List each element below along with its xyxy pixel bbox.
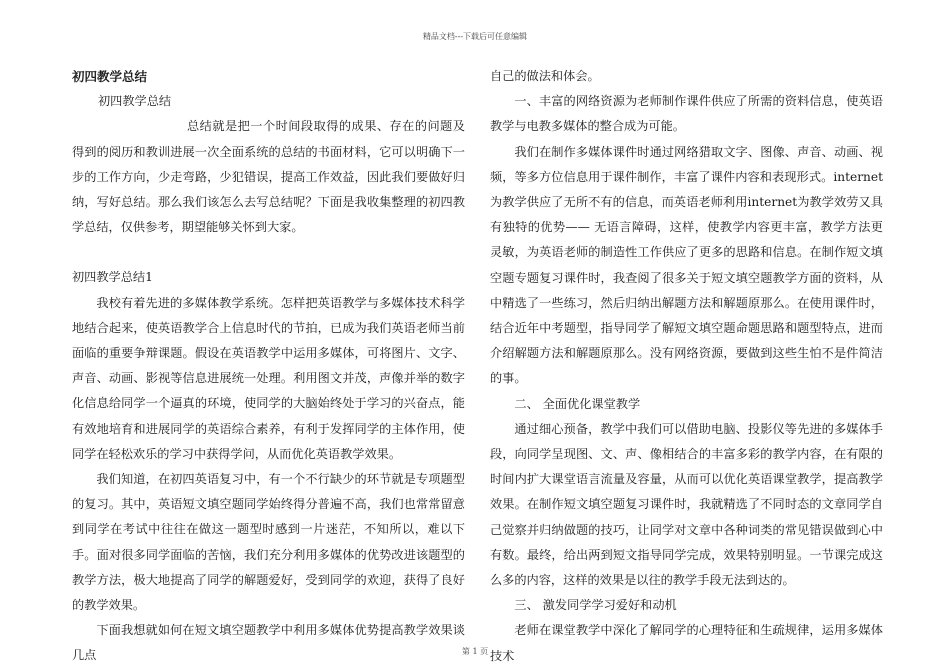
section-heading-2: 二、 全面优化课堂教学 [514, 396, 641, 411]
right-paragraph-2: 通过细心预备，教学中我们可以借助电脑、投影仪等先进的多媒体手段，向同学呈现图、文、声、像相结合的丰富多彩的教学内容，在有限的时间内扩大课堂语言流量及容量，从而可以优化英语课堂教学，提高教学效果。在制作短文填空题复习课件时，我就精选了不同时态的文章同学自己觉察并归纳做题的技巧，让同学对文章中各种词类的常见错误做到心中有数。最终，给出两到短文指导同学完成，效果特别明显。一节课完成这么多的内容，这样的效果是以往的教学手段无法到达的。 [490, 421, 883, 588]
document-title: 初四教学总结 [72, 69, 148, 84]
body-paragraph-3: 下面我想就如何在短文填空题教学中利用多媒体优势提高教学效果谈几点 [72, 623, 465, 663]
right-paragraph-1: 我们在制作多媒体课件时通过网络猎取文字、图像、声音、动画、视频，等多方位信息用于课件制作，丰富了课件内容和表现形式。internet为教学供应了无所不有的信息，而英语老师利用internet为教学效劳又具有独特的优势—— 无语言障碍，这样，使教学内容更丰富，教学方法更灵敏，为英语老师的制造性工作供应了更多的思路和信息。在制作短文填空题专题复习课件时，我查阅了很多关于短文填空题教学方面的资料，从中精选了一些练习，然后归纳出解题方法和解题原那么。在使用课件时，结合近年中考题型，指导同学了解短文填空题命题思路和题型特点，进而介绍解题方法和解题原那么。没有网络资源，要做到这些生怕不是件简洁的事。 [490, 144, 883, 386]
continuation-paragraph: 自己的做法和体会。 [490, 69, 600, 83]
section-heading-1: 一、丰富的网络资源为老师制作课件供应了所需的资料信息，使英语教学与电教多媒体的整合成为可能。 [490, 94, 883, 134]
body-paragraph-1: 我校有着先进的多媒体教学系统。怎样把英语教学与多媒体技术科学地结合起来，使英语教学合上信息时代的节拍，已成为我们英语老师当前面临的重要争辩课题。假设在英语教学中运用多媒体，可将图片、文字、声音、动画、影视等信息进展统一处理。利用图文并茂，声像并举的数字化信息给同学一个逼真的环境，使同学的大脑始终处于学习的兴奋点，能有效地培育和进展同学的英语综合素养，有利于发挥同学的主体作用，使同学在轻松欢乐的学习中获得学问，从而优化英语教学效果。 [72, 295, 465, 461]
section-heading-3: 三、 激发同学学习爱好和动机 [514, 598, 677, 613]
body-paragraph-2: 我们知道，在初四英语复习中，有一个不行缺少的环节就是专项题型的复习。其中，英语短文填空题同学始终得分普遍不高，我们也常常留意到同学在考试中往往在做这一题型时感到一片迷茫，不知所以，难以下手。面对很多同学面临的苦恼，我们充分利用多媒体的优势改进该题型的教学方法，极大地提高了同学的解题爱好，受到同学的欢迎，获得了良好的教学效果。 [72, 472, 465, 613]
page-header: 精品文档---下载后可任意编辑 [422, 32, 528, 41]
left-column [72, 64, 465, 669]
blank-line [72, 240, 465, 265]
section-title-1: 初四教学总结1 [72, 270, 153, 285]
right-column [490, 64, 883, 669]
page-footer: 第 1 页 [461, 647, 489, 656]
intro-paragraph: 总结就是把一个时间段取得的成果、存在的问题及得到的阅历和教训进展一次全面系统的总结的书面材料，它可以明确下一步的工作方向，少走弯路，少犯错误，提高工作效益，因此我们要做好归纳，写好总结。那么我们该怎么去写总结呢？下面是我收集整理的初四教学总结，仅供参考，期望能够关怀到大家。 [72, 119, 465, 235]
document-subtitle: 初四教学总结 [98, 94, 172, 109]
right-paragraph-3: 老师在课堂教学中深化了解同学的心理特征和生疏规律，运用多媒体技术 [490, 623, 883, 663]
